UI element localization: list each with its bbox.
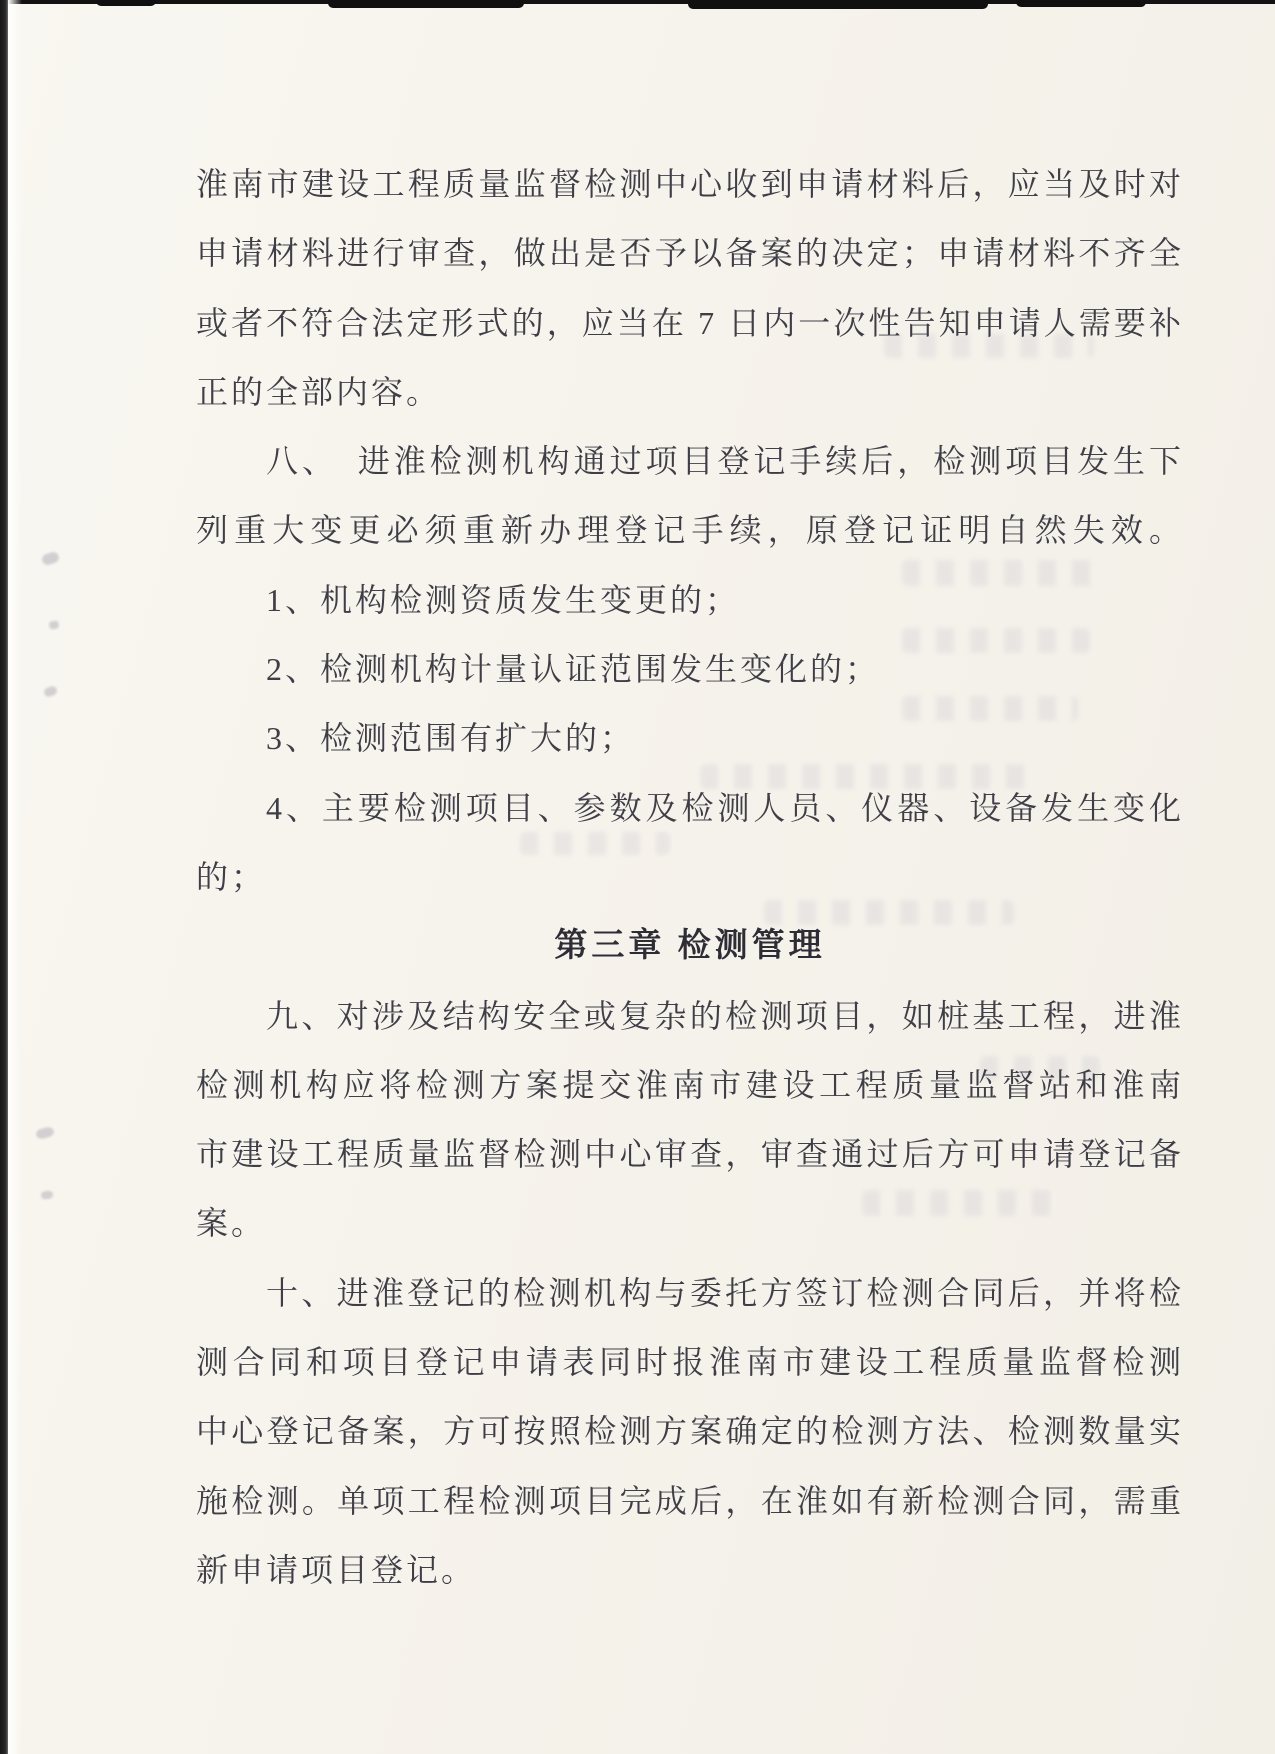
text-line: 测合同和项目登记申请表同时报淮南市建设工程质量监督检测 [196, 1344, 1184, 1381]
scan-smudge [41, 551, 61, 567]
text-line: 申请材料进行审查，做出是否予以备案的决定；申请材料不齐全 [196, 235, 1184, 272]
scan-smudge [43, 685, 58, 698]
text-line: 九、对涉及结构安全或复杂的检测项目，如桩基工程，进淮 [266, 997, 1184, 1034]
scan-edge-blob [328, 0, 524, 8]
text-line: 正的全部内容。 [196, 373, 442, 410]
text-line: 案。 [196, 1205, 267, 1242]
text-line: 八、 进淮检测机构通过项目登记手续后，检测项目发生下 [266, 443, 1184, 480]
scan-edge-blob [96, 0, 156, 6]
text-line: 4、主要检测项目、参数及检测人员、仪器、设备发生变化 [266, 789, 1184, 826]
text-line: 1、机构检测资质发生变更的； [266, 581, 741, 618]
text-line: 列重大变更必须重新办理登记手续，原登记证明自然失效。 [196, 512, 1184, 549]
text-line: 新申请项目登记。 [196, 1551, 477, 1588]
text-line: 检测机构应将检测方案提交淮南市建设工程质量监督站和淮南 [196, 1066, 1184, 1103]
scan-edge-left [0, 0, 8, 1754]
text-line: 施检测。单项工程检测项目完成后，在淮如有新检测合同，需重 [196, 1482, 1184, 1519]
text-line: 3、检测范围有扩大的； [266, 720, 636, 757]
text-line: 中心登记备案，方可按照检测方案确定的检测方法、检测数量实 [196, 1413, 1184, 1450]
scan-smudge [35, 1126, 55, 1140]
text-line: 或者不符合法定形式的，应当在 7 日内一次性告知申请人需要补 [196, 304, 1184, 341]
scan-smudge [41, 1190, 54, 1200]
scan-edge-blob [688, 0, 988, 9]
text-line: 十、进淮登记的检测机构与委托方签订检测合同后，并将检 [266, 1274, 1184, 1311]
text-line: 淮南市建设工程质量监督检测中心收到申请材料后，应当及时对 [196, 166, 1184, 202]
chapter-heading: 第三章 检测管理 [554, 928, 826, 965]
text-line: 2、检测机构计量认证范围发生变化的； [266, 651, 881, 688]
scan-edge-left-halo [8, 0, 22, 1754]
text-line: 的； [196, 858, 267, 895]
scan-edge-blob [1016, 0, 1146, 7]
scan-smudge [48, 620, 59, 630]
document-text [196, 150, 1184, 1605]
text-line: 市建设工程质量监督检测中心审查，审查通过后方可申请登记备 [196, 1136, 1184, 1173]
